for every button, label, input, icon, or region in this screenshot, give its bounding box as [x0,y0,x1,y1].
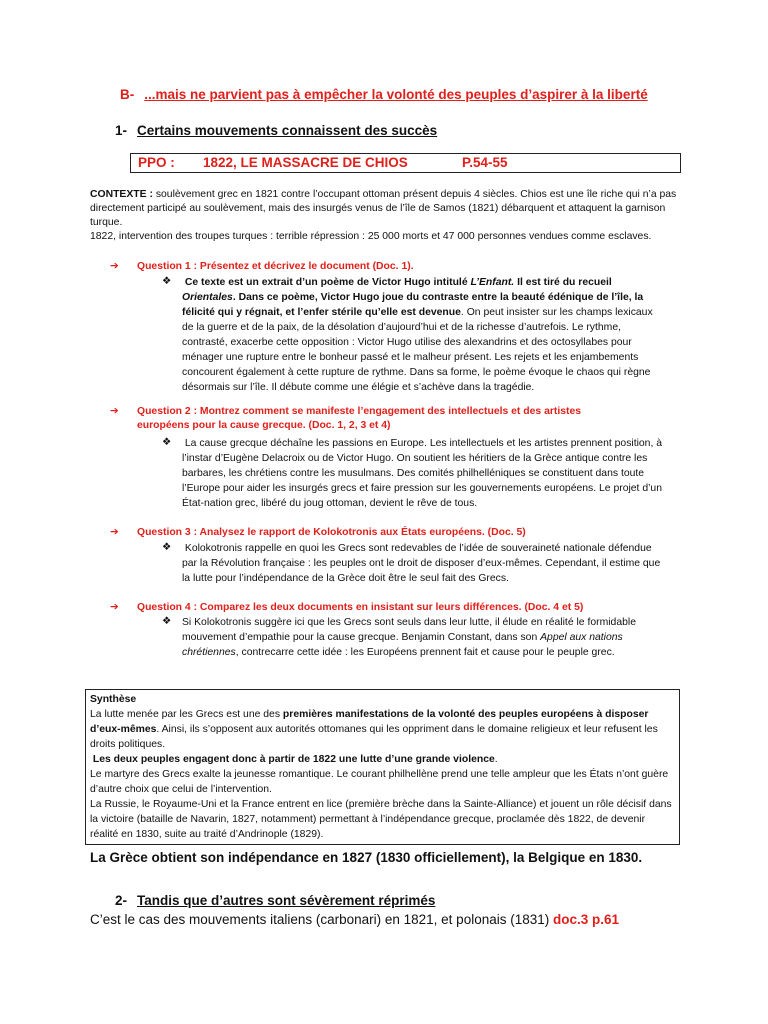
section-b-title: ...mais ne parvient pas à empêcher la volonté des peuples d’aspirer à la liberté [144,87,648,102]
diamond-bullet-icon: ❖ [162,437,172,448]
diamond-bullet-icon: ❖ [162,542,172,553]
question-4-text: Question 4 : Comparez les deux documents en insistant sur leurs différences. (Doc. 4 et 5) [137,602,584,613]
answer-1-bold-c: . Dans ce poème, Victor Hugo joue du contraste entre la beauté édénique de l’île, la félicité qui y régnait, et l’enfer stérile qu’elle est devenue [182,292,644,318]
arrow-icon: ➔ [110,602,119,613]
answer-2 [182,436,664,511]
question-2-heading-line-2: européens pour la cause grecque. (Doc. 1, 2, 3 et 4) [137,420,391,431]
synthese-p1-b: . Ainsi, ils s’opposent aux autorités ottomanes qui les oppriment dans le domaine religieux et leur refusent les droits politiques. [90,724,658,750]
question-1-text: Question 1 : Présentez et décrivez le document (Doc. 1). [137,261,414,272]
question-3-text: Question 3 : Analysez le rapport de Kolokotronis aux États européens. (Doc. 5) [137,527,526,538]
answer-4 [182,615,664,660]
ppo-label: PPO : [138,155,175,170]
arrow-icon: ➔ [110,527,119,538]
answer-2-text: La cause grecque déchaîne les passions en Europe. Les intellectuels et les artistes prennent position, à l’instar d’Eugène Delacroix ou de Victor Hugo. On soutient les héritiers de la Grèce antique contre les barbares, les chrétiens contre les musulmans. Des comités philhelléniques se constituent dans toute l’Europe pour aider les insurgés grecs et faire pression sur les gouvernements européens. Le projet d’un État-nation grec, libéré du joug ottoman, devient le rêve de tous. [182,438,663,509]
final-line-text: C’est le cas des mouvements italiens (carbonari) en 1821, et polonais (1831) [90,912,550,927]
answer-3-text: Kolokotronis rappelle en quoi les Grecs sont redevables de l’idée de souveraineté nationale défendue par la Révolution française : les peuples ont le droit de disposer d’eux-mêmes. Cependant, il estime que la lutte pour l’indépendance de la Grèce doit être le seul fait des Grecs. [182,543,661,584]
question-2-heading [110,405,581,417]
question-3-heading [110,526,526,538]
answer-4-text-a: Si Kolokotronis suggère ici que les Grecs sont seuls dans leur lutte, il élude en réalité le formidable mouvement d’empathie pour la cause grecque. Benjamin Constant, dans son [182,617,636,643]
diamond-bullet-icon: ❖ [162,276,172,287]
greece-independence-line: La Grèce obtient son indépendance en 1827 (1830 officiellement), la Belgique en 1830. [90,850,643,865]
question-2-text-line-1: Question 2 : Montrez comment se manifeste l’engagement des intellectuels et des artistes [137,406,582,417]
context-text: soulèvement grec en 1821 contre l’occupant ottoman présent depuis 4 siècles. Chios est une île riche qui n’a pas directement participé au soulèvement, mais des insurgés venus de l’île de Samos (1821) débarquent et attaquent la garnison turque. [90,189,677,228]
answer-1-rest: . On peut insister sur les champs lexicaux de la guerre et de la paix, de la désolation d’aujourd’hui et de la richesse d’autrefois. Le rythme, contrasté, exacerbe cette opposition : Victor Hugo utilise des alexandrins et des octosyllabes pour ménager une rupture entre le bonheur passé et le malheur présent. Les rejets et les enjambements concourent également à cette rupture de rythme. Dans sa forme, le poème évoque le chaos qui règne désormais sur l’île. Il débute comme une élégie et s’achève dans la tragédie. [182,307,653,393]
synthese-text [90,692,675,842]
context-line-2: 1822, intervention des troupes turques : terrible répression : 25 000 morts et 47 000 personnes vendues comme esclaves. [90,231,652,242]
context-paragraph [90,188,690,244]
answer-1-bold-b: Il est tiré du recueil [514,277,612,288]
synthese-p1-bold: premières manifestations de la volonté des peuples européens à disposer d’eux-mêmes [90,709,649,735]
final-line [90,912,619,927]
answer-4-title-appel: Appel aux nations chrétiennes [182,632,623,658]
section-2-number: 2- [115,893,128,908]
section-b-heading [120,87,648,102]
arrow-icon: ➔ [110,406,119,417]
answer-1-title-enfant: L’Enfant. [470,277,515,288]
doc-reference: doc.3 p.61 [553,912,620,927]
question-1-heading [110,260,414,272]
answer-1-title-orientales: Orientales [182,292,233,303]
diamond-bullet-icon: ❖ [162,616,172,627]
synthese-box [85,689,680,845]
ppo-pages: P.54-55 [462,155,508,170]
section-b-number: B- [120,87,135,102]
synthese-title: Synthèse [90,694,137,705]
section-1-heading [115,123,437,138]
section-2-heading [115,893,435,908]
synthese-p3: Le martyre des Grecs exalte la jeunesse romantique. Le courant philhellène prend une telle ampleur que les États n’ont guère d’autre choix que celui de l’intervention. [90,769,669,795]
section-2-title: Tandis que d’autres sont sévèrement réprimés [137,893,436,908]
context-label: CONTEXTE : [90,189,153,200]
section-1-title: Certains mouvements connaissent des succès [137,123,438,138]
answer-1-bold-a: Ce texte est un extrait d’un poème de Victor Hugo intitulé [184,277,471,288]
synthese-p2-end: . [494,754,498,765]
arrow-icon: ➔ [110,261,119,272]
answer-1 [182,275,664,395]
synthese-p1-a: La lutte menée par les Grecs est une des [90,709,283,720]
ppo-title: 1822, LE MASSACRE DE CHIOS [203,155,408,170]
synthese-p4: La Russie, le Royaume-Uni et la France entrent en lice (première brèche dans la Sainte-Alliance) et jouent un rôle décisif dans la victoire (bataille de Navarin, 1827, notamment) permettant à l’indépendance grecque, proclamée dès 1822, de devenir réalité en 1830, suite au traité d’Andrinople (1829). [90,799,672,840]
synthese-p2-bold: Les deux peuples engagent donc à partir de 1822 une lutte d’une grande violence [92,754,495,765]
answer-4-text-b: , contrecarre cette idée : les Européens prennent fait et cause pour le peuple grec. [235,647,615,658]
question-4-heading [110,601,583,613]
answer-3 [182,541,664,586]
section-1-number: 1- [115,123,128,138]
ppo-box [130,153,681,173]
